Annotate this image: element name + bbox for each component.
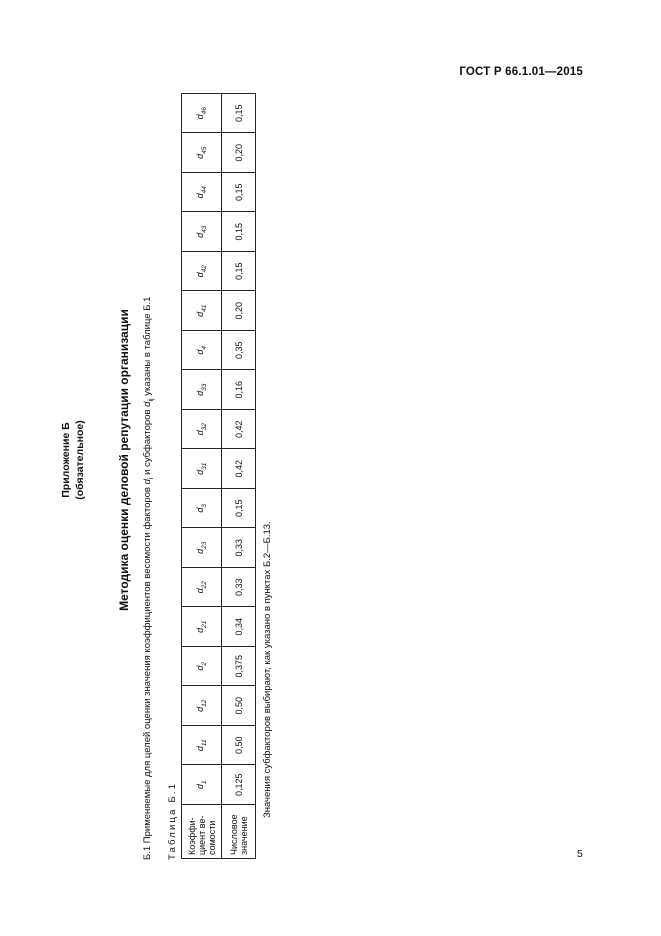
coefficient-subscript: 2 bbox=[200, 661, 208, 666]
table-value-cell: 0,375 bbox=[222, 647, 256, 687]
table-value-cell: 0,15 bbox=[222, 212, 256, 252]
table-value-cell: 0,42 bbox=[222, 449, 256, 489]
row-header-value bbox=[222, 805, 256, 859]
table-header-cell bbox=[182, 94, 222, 134]
intro-symbol-1: d bbox=[142, 479, 153, 485]
coefficient-symbol: d bbox=[195, 114, 206, 120]
row-header-coefficient bbox=[182, 805, 222, 859]
intro-text-1: Б.1 Применяемые для целей оценки значения коэффициентов весомости факторов bbox=[142, 484, 153, 860]
table-header-cell bbox=[182, 212, 222, 252]
coefficient-subscript: 44 bbox=[200, 186, 208, 194]
intro-text-2: и субфакторов bbox=[142, 406, 153, 478]
coefficient-symbol: d bbox=[195, 272, 206, 278]
table-caption: Таблица Б.1 bbox=[167, 781, 178, 860]
coefficient-symbol: d bbox=[195, 588, 206, 594]
coefficient-subscript: 42 bbox=[200, 265, 208, 273]
intro-subscript-1: i bbox=[147, 477, 155, 480]
landscape-content bbox=[54, 60, 284, 860]
coefficient-symbol: d bbox=[195, 311, 206, 317]
table-header-cell bbox=[182, 765, 222, 805]
coefficient-subscript: 4 bbox=[200, 345, 208, 350]
table-header-cell bbox=[182, 410, 222, 450]
coefficient-symbol: d bbox=[195, 548, 206, 554]
coefficient-subscript: 1 bbox=[200, 780, 208, 785]
table-header-cell bbox=[182, 726, 222, 766]
table-value-cell: 0,33 bbox=[222, 568, 256, 608]
standard-designation: ГОСТ Р 66.1.01—2015 bbox=[459, 66, 583, 78]
coefficient-symbol: d bbox=[195, 665, 206, 671]
coefficient-symbol: d bbox=[195, 507, 206, 513]
coefficient-symbol: d bbox=[195, 193, 206, 199]
table-header-cell bbox=[182, 370, 222, 410]
coefficient-symbol: d bbox=[195, 153, 206, 159]
appendix-title: Приложение Б bbox=[60, 422, 72, 498]
table-header-cell bbox=[182, 568, 222, 608]
coefficient-symbol: d bbox=[195, 390, 206, 396]
table-value-cell: 0,20 bbox=[222, 133, 256, 173]
section-title: Методика оценки деловой репутации организации bbox=[117, 309, 131, 611]
row-header-coefficient-text: Коэффи- циент ве- сомости bbox=[186, 815, 217, 855]
coefficient-symbol: d bbox=[195, 706, 206, 712]
coefficient-subscript: 33 bbox=[200, 383, 208, 391]
page-number: 5 bbox=[577, 848, 583, 860]
intro-paragraph bbox=[142, 297, 155, 860]
table-value-cell: 0,15 bbox=[222, 94, 256, 134]
coefficient-symbol: d bbox=[195, 469, 206, 475]
table-header-row bbox=[182, 94, 222, 859]
table-value-cell: 0,50 bbox=[222, 726, 256, 766]
row-header-value-text: Числовое значение bbox=[228, 814, 249, 855]
table-value-cell: 0,20 bbox=[222, 291, 256, 331]
table-value-cell: 0,33 bbox=[222, 528, 256, 568]
coefficient-symbol: d bbox=[195, 430, 206, 436]
table-header-cell bbox=[182, 686, 222, 726]
coefficient-symbol: d bbox=[195, 784, 206, 790]
coefficient-subscript: 43 bbox=[200, 225, 208, 233]
coefficient-subscript: 3 bbox=[200, 503, 208, 508]
table-value-cell: 0,15 bbox=[222, 173, 256, 213]
table-value-cell: 0,125 bbox=[222, 765, 256, 805]
coefficients-table bbox=[181, 93, 256, 859]
table-header-cell bbox=[182, 173, 222, 213]
table-value-cell: 0,35 bbox=[222, 331, 256, 371]
coefficient-subscript: 32 bbox=[200, 423, 208, 431]
appendix-status: (обязательное) bbox=[74, 420, 86, 500]
table-header-cell bbox=[182, 607, 222, 647]
table-value-cell: 0,15 bbox=[222, 489, 256, 529]
coefficient-subscript: 46 bbox=[200, 107, 208, 115]
table-header-cell bbox=[182, 449, 222, 489]
coefficient-subscript: 21 bbox=[200, 620, 208, 628]
intro-text-3: указаны в таблице Б.1 bbox=[142, 296, 153, 399]
table-header-cell bbox=[182, 291, 222, 331]
note-text: Значения субфакторов выбирают, как указано в пунктах Б.2—Б.13. bbox=[262, 521, 273, 818]
table-header-cell bbox=[182, 252, 222, 292]
table-value-cell: 0,15 bbox=[222, 252, 256, 292]
coefficient-subscript: 22 bbox=[200, 581, 208, 589]
table-header-cell bbox=[182, 528, 222, 568]
table-value-row bbox=[222, 94, 256, 859]
coefficient-subscript: 23 bbox=[200, 541, 208, 549]
coefficient-subscript: 11 bbox=[200, 739, 208, 747]
coefficient-subscript: 12 bbox=[200, 699, 208, 707]
table-value-cell: 0,16 bbox=[222, 370, 256, 410]
table-value-cell: 0,34 bbox=[222, 607, 256, 647]
coefficient-subscript: 45 bbox=[200, 146, 208, 154]
coefficient-symbol: d bbox=[195, 627, 206, 633]
coefficient-subscript: 41 bbox=[200, 304, 208, 312]
coefficient-symbol: d bbox=[195, 746, 206, 752]
table-header-cell bbox=[182, 133, 222, 173]
intro-subscript-2: ij bbox=[147, 398, 155, 402]
table-value-cell: 0,50 bbox=[222, 686, 256, 726]
coefficient-subscript: 31 bbox=[200, 462, 208, 470]
table-header-cell bbox=[182, 647, 222, 687]
coefficient-symbol: d bbox=[195, 232, 206, 238]
table-header-cell bbox=[182, 331, 222, 371]
coefficient-symbol: d bbox=[195, 349, 206, 355]
intro-symbol-2: d bbox=[142, 401, 153, 407]
table-value-cell: 0,42 bbox=[222, 410, 256, 450]
table-header-cell bbox=[182, 489, 222, 529]
